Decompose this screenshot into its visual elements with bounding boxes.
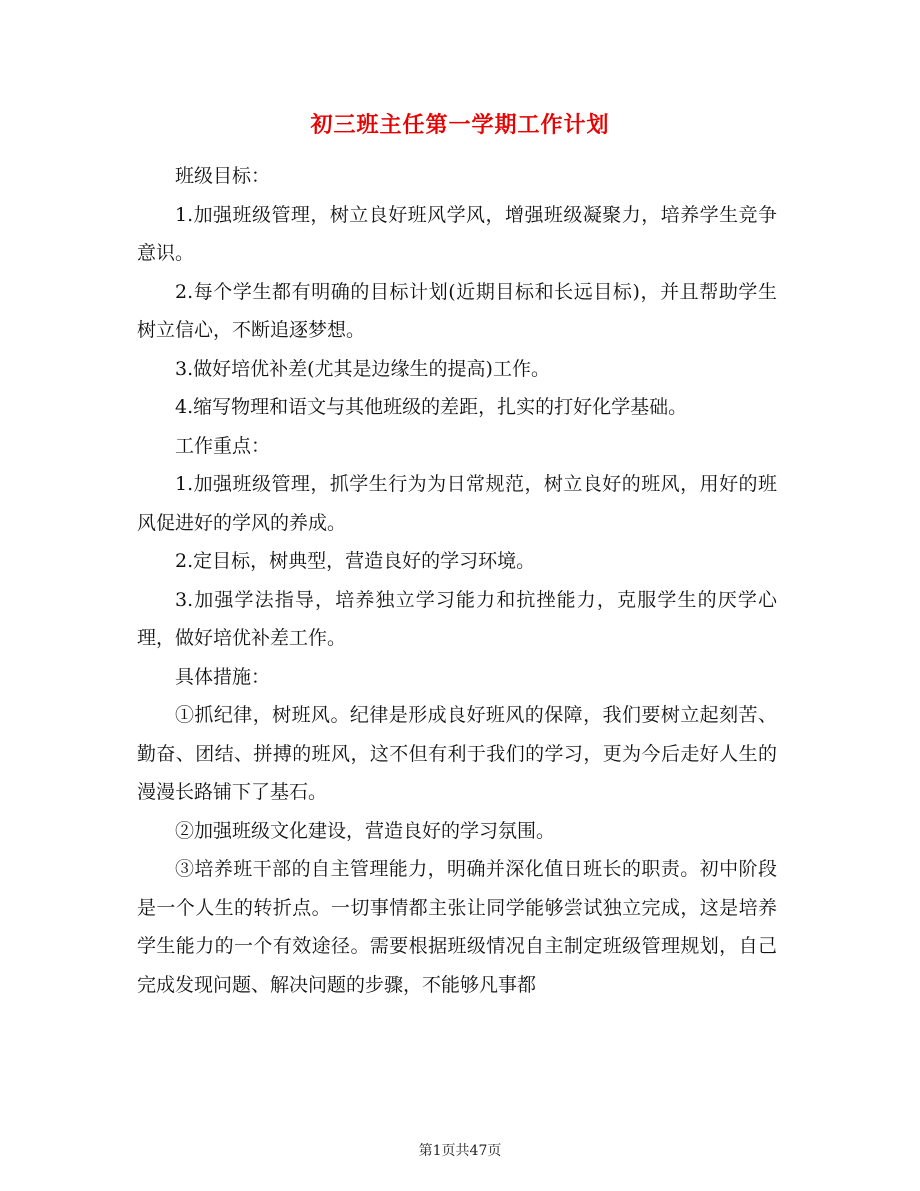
page-number-footer: 第1页共47页 — [418, 1143, 502, 1159]
paragraph-focus-3: 3.加强学法指导，培养独立学习能力和抗挫能力，克服学生的厌学心理，做好培优补差工作。 — [137, 588, 777, 649]
paragraph-measures-heading: 具体措施： — [175, 665, 271, 688]
paragraph-focus-2: 2.定目标，树典型，营造良好的学习环境。 — [175, 550, 536, 572]
paragraph-focus-1: 1.加强班级管理，抓学生行为为日常规范，树立良好的班风，用好的班风促进好的学风的养成。 — [137, 473, 777, 534]
paragraph-class-goals-heading: 班级目标： — [175, 165, 271, 187]
document-body — [137, 157, 777, 1004]
paragraph-measure-3: ③培养班干部的自主管理能力，明确并深化值日班长的职责。初中阶段是一个人生的转折点。一切事情都主张让同学能够尝试独立完成，这是培养学生能力的一个有效途径。需要根据班级情况自主制定班级管理规划，自己完成发现问题、解决问题的步骤，不能够凡事都 — [137, 858, 777, 996]
paragraph-goal-1: 1.加强班级管理，树立良好班风学风，增强班级凝聚力，培养学生竞争意识。 — [137, 203, 777, 264]
document-title: 初三班主任第一学期工作计划 — [310, 112, 610, 138]
paragraph-goal-2: 2.每个学生都有明确的目标计划(近期目标和长远目标)，并且帮助学生树立信心，不断追逐梦想。 — [137, 280, 777, 341]
paragraph-work-focus-heading: 工作重点： — [175, 434, 271, 457]
paragraph-measure-1: ①抓纪律，树班风。纪律是形成良好班风的保障，我们要树立起刻苦、勤奋、团结、拼搏的班风，这不但有利于我们的学习，更为今后走好人生的漫漫长路铺下了基石。 — [137, 704, 777, 803]
paragraph-measure-2: ②加强班级文化建设，营造良好的学习氛围。 — [175, 819, 556, 842]
paragraph-goal-3: 3.做好培优补差(尤其是边缘生的提高)工作。 — [175, 357, 550, 380]
paragraph-goal-4: 4.缩写物理和语文与其他班级的差距，扎实的打好化学基础。 — [175, 396, 688, 418]
